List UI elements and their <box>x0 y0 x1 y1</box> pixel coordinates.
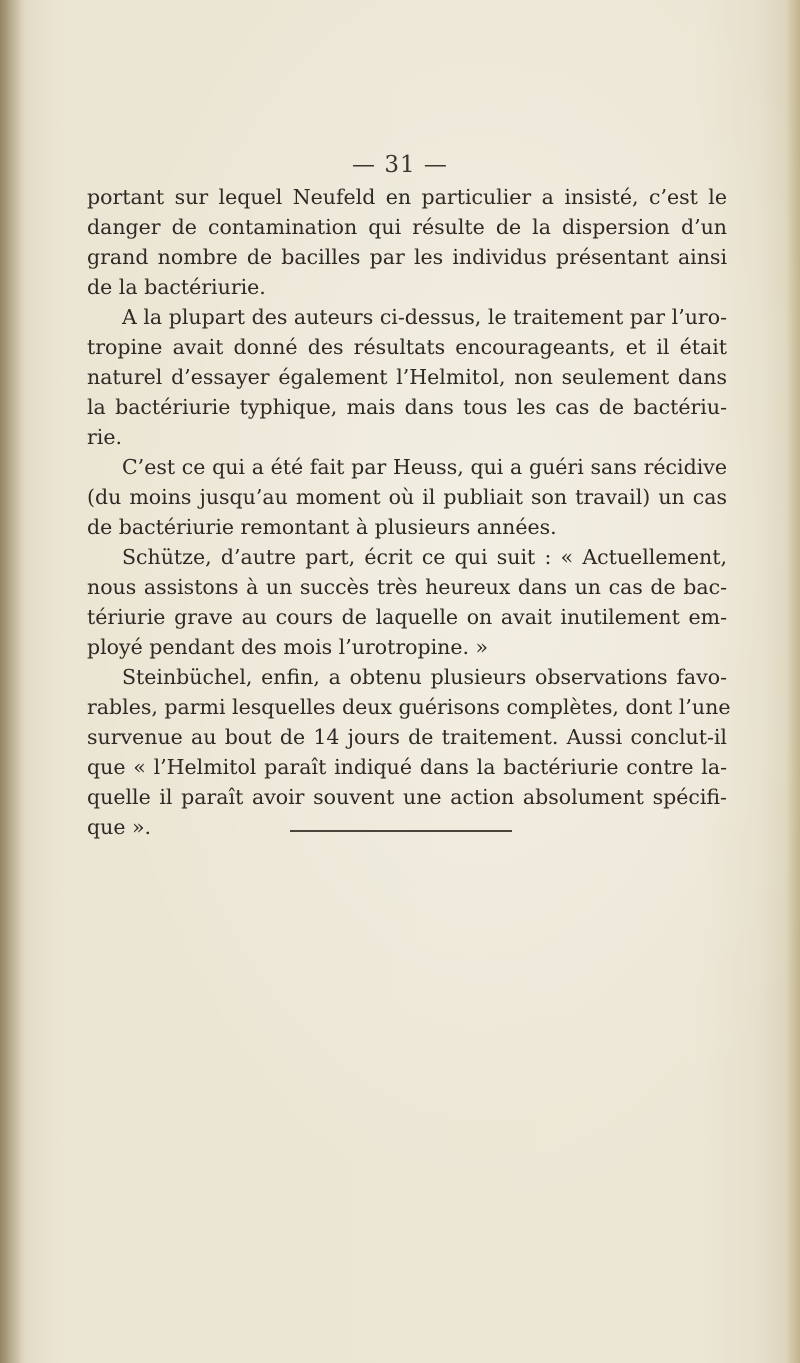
text-line: nous assistons à un succès très heureux dans un cas de bac- <box>87 575 727 599</box>
text-line: tropine avait donné des résultats encourageants, et il était <box>87 335 727 359</box>
text-line: de la bactériurie. <box>87 275 266 299</box>
binding-shadow <box>0 0 22 1363</box>
text-line: de bactériurie remontant à plusieurs années. <box>87 515 557 539</box>
text-line: A la plupart des auteurs ci-dessus, le traitement par l’uro- <box>122 305 727 329</box>
page-edge-right <box>786 0 800 1363</box>
text-line: Steinbüchel, enfin, a obtenu plusieurs observations favo- <box>122 665 727 689</box>
text-line: survenue au bout de 14 jours de traitement. Aussi conclut-il <box>87 725 727 749</box>
text-line: tériurie grave au cours de laquelle on avait inutilement em- <box>87 605 727 629</box>
text-line: que ». <box>87 815 152 839</box>
body-text <box>87 182 731 842</box>
text-line: Schütze, d’autre part, écrit ce qui suit : « Actuellement, <box>122 545 727 569</box>
text-line: C’est ce qui a été fait par Heuss, qui a guéri sans récidive <box>122 455 727 479</box>
section-divider <box>290 830 512 832</box>
text-line: quelle il paraît avoir souvent une action absolument spécifi- <box>87 785 727 809</box>
text-line: danger de contamination qui résulte de la dispersion d’un <box>87 215 727 239</box>
text-line: la bactériurie typhique, mais dans tous les cas de bactériu- <box>87 395 727 419</box>
text-line: portant sur lequel Neufeld en particulier a insisté, c’est le <box>87 185 727 209</box>
text-line: rables, parmi lesquelles deux guérisons complètes, dont l’une <box>87 695 731 719</box>
text-line: grand nombre de bacilles par les individus présentant ainsi <box>87 245 727 269</box>
text-line: que « l’Helmitol paraît indiqué dans la bactériurie contre la- <box>87 755 727 779</box>
text-line: naturel d’essayer également l’Helmitol, non seulement dans <box>87 365 727 389</box>
text-line: (du moins jusqu’au moment où il publiait son travail) un cas <box>87 485 727 509</box>
text-line: rie. <box>87 425 123 449</box>
text-line: ployé pendant des mois l’urotropine. » <box>87 635 489 659</box>
page-number: — 31 — <box>352 152 448 178</box>
